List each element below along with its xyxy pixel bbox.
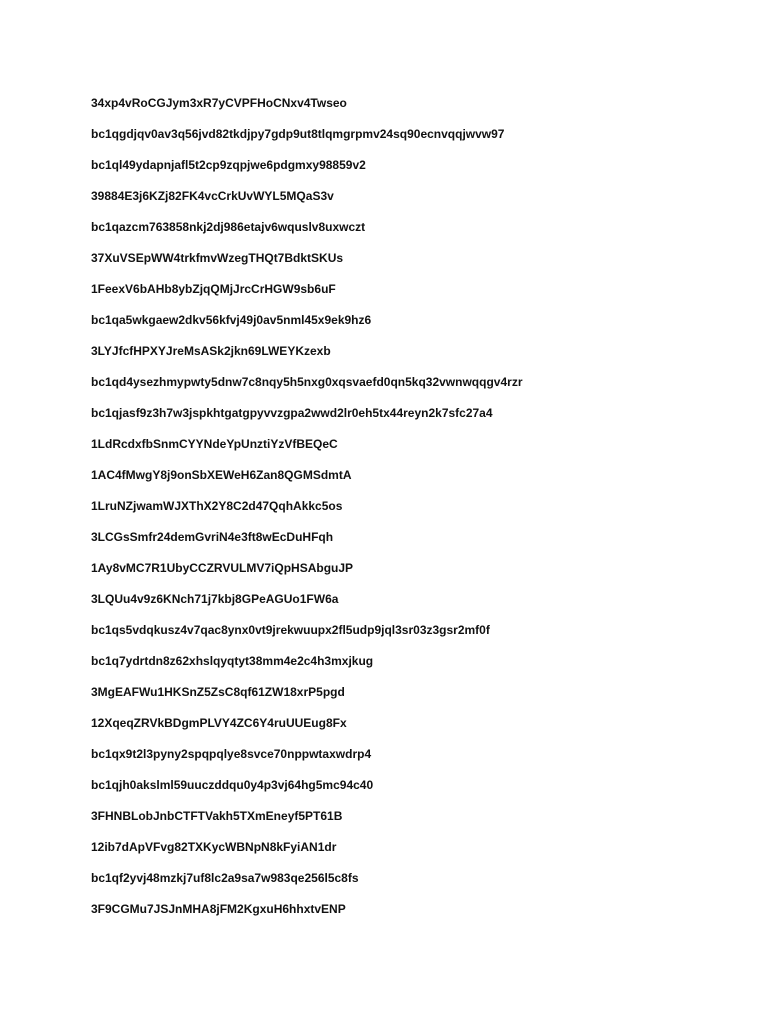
address-line: 3F9CGMu7JSJnMHA8jFM2KgxuH6hhxtvENP: [91, 902, 346, 916]
address-line: bc1qjasf9z3h7w3jspkhtgatgpyvvzgpa2wwd2lr0eh5tx44reyn2k7sfc27a4: [91, 406, 493, 420]
address-line: 3LCGsSmfr24demGvriN4e3ft8wEcDuHFqh: [91, 530, 334, 544]
address-line: 12ib7dApVFvg82TXKycWBNpN8kFyiAN1dr: [91, 840, 337, 854]
address-line: 39884E3j6KZj82FK4vcCrkUvWYL5MQaS3v: [91, 189, 334, 203]
address-line: bc1qf2yvj48mzkj7uf8lc2a9sa7w983qe256l5c8fs: [91, 871, 359, 885]
address-line: bc1qazcm763858nkj2dj986etajv6wquslv8uxwczt: [91, 220, 366, 234]
address-line: 1AC4fMwgY8j9onSbXEWeH6Zan8QGMSdmtA: [91, 468, 352, 482]
address-list: [91, 94, 731, 931]
address-line: 12XqeqZRVkBDgmPLVY4ZC6Y4ruUUEug8Fx: [91, 716, 347, 730]
address-line: bc1qa5wkgaew2dkv56kfvj49j0av5nml45x9ek9hz6: [91, 313, 372, 327]
address-line: bc1qs5vdqkusz4v7qac8ynx0vt9jrekwuupx2fl5udp9jql3sr03z3gsr2mf0f: [91, 623, 490, 637]
address-line: 3MgEAFWu1HKSnZ5ZsC8qf61ZW18xrP5pgd: [91, 685, 345, 699]
address-line: bc1q7ydrtdn8z62xhslqyqtyt38mm4e2c4h3mxjkug: [91, 654, 374, 668]
address-line: 1LruNZjwamWJXThX2Y8C2d47QqhAkkc5os: [91, 499, 343, 513]
address-line: 3FHNBLobJnbCTFTVakh5TXmEneyf5PT61B: [91, 809, 343, 823]
address-line: 3LYJfcfHPXYJreMsASk2jkn69LWEYKzexb: [91, 344, 331, 358]
address-line: bc1ql49ydapnjafl5t2cp9zqpjwe6pdgmxy98859v2: [91, 158, 366, 172]
address-line: bc1qd4ysezhmypwty5dnw7c8nqy5h5nxg0xqsvaefd0qn5kq32vwnwqqgv4rzr: [91, 375, 523, 389]
address-line: 1LdRcdxfbSnmCYYNdeYpUnztiYzVfBEQeC: [91, 437, 338, 451]
address-line: 1Ay8vMC7R1UbyCCZRVULMV7iQpHSAbguJP: [91, 561, 354, 575]
address-line: 3LQUu4v9z6KNch71j7kbj8GPeAGUo1FW6a: [91, 592, 339, 606]
address-line: 37XuVSEpWW4trkfmvWzegTHQt7BdktSKUs: [91, 251, 344, 265]
address-line: 1FeexV6bAHb8ybZjqQMjJrcCrHGW9sb6uF: [91, 282, 336, 296]
address-line: bc1qgdjqv0av3q56jvd82tkdjpy7gdp9ut8tlqmgrpmv24sq90ecnvqqjwvw97: [91, 127, 505, 141]
address-line: 34xp4vRoCGJym3xR7yCVPFHoCNxv4Twseo: [91, 96, 347, 110]
address-line: bc1qx9t2l3pyny2spqpqlye8svce70nppwtaxwdrp4: [91, 747, 372, 761]
address-line: bc1qjh0akslml59uuczddqu0y4p3vj64hg5mc94c40: [91, 778, 374, 792]
